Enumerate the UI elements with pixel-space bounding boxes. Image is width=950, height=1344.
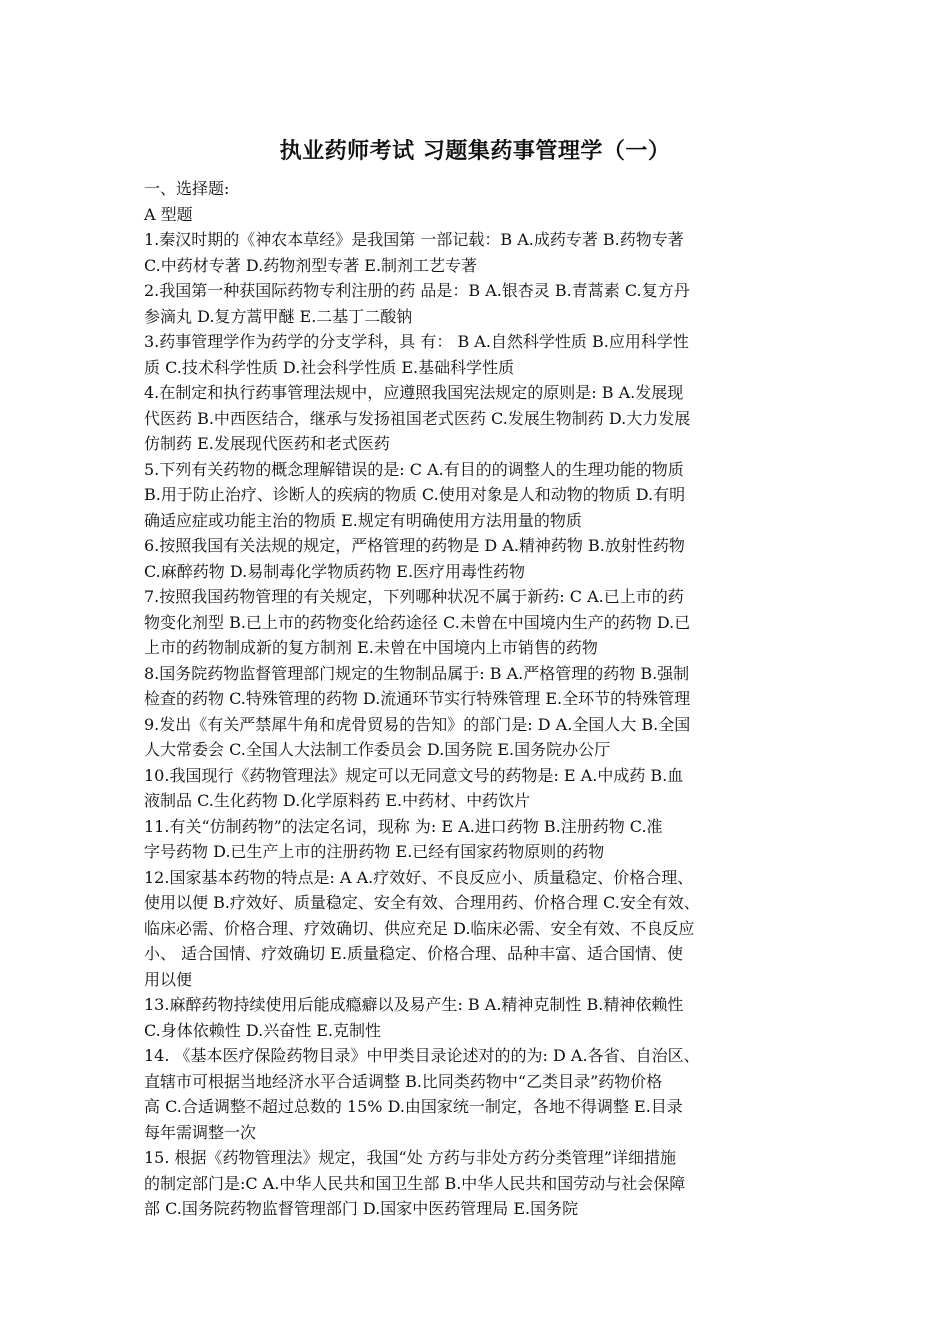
text-line: C.身体依赖性 D.兴奋性 E.克制性: [144, 1020, 382, 1040]
text-line: 9.发出《有关严禁犀牛角和虎骨贸易的告知》的部门是: D A.全国人大 B.全国: [144, 714, 691, 734]
text-line: B.用于防止治疗、诊断人的疾病的物质 C.使用对象是人和动物的物质 D.有明: [144, 485, 686, 504]
text-line: 临床必需、价格合理、疗效确切、供应充足 D.临床必需、安全有效、不良反应: [144, 918, 695, 938]
text-line: 小、 适合国情、疗效确切 E.质量稳定、价格合理、品种丰富、适合国情、使: [144, 944, 683, 963]
text-line: 检查的药物 C.特殊管理的药物 D.流通环节实行特殊管理 E.全环节的特殊管理: [144, 689, 691, 708]
text-line: 4.在制定和执行药事管理法规中，应遵照我国宪法规定的原则是: B A.发展现: [144, 383, 684, 402]
text-line: 字号药物 D.已生产上市的注册药物 E.已经有国家药物原则的药物: [144, 842, 605, 861]
text-line: 5.下列有关药物的概念理解错误的是: C A.有目的的调整人的生理功能的物质: [144, 459, 684, 479]
text-line: 用以便: [144, 969, 193, 989]
text-line: 12.国家基本药物的特点是: A A.疗效好、不良反应小、质量稳定、价格合理、: [144, 867, 694, 887]
text-line: 7.按照我国药物管理的有关规定，下列哪种状况不属于新药: C A.已上市的药: [144, 587, 684, 606]
text-line: C.中药材专著 D.药物剂型专著 E.制剂工艺专著: [144, 255, 478, 275]
text-line: 仿制药 E.发展现代医药和老式医药: [144, 434, 390, 453]
text-line: 质 C.技术科学性质 D.社会科学性质 E.基础科学性质: [144, 357, 515, 377]
text-line: 3.药事管理学作为药学的分支学科，具 有： B A.自然科学性质 B.应用科学性: [144, 332, 689, 351]
text-line: 使用以便 B.疗效好、质量稳定、安全有效、合理用药、价格合理 C.安全有效、: [144, 893, 700, 912]
text-line: 人大常委会 C.全国人大法制工作委员会 D.国务院 E.国务院办公厅: [144, 740, 611, 759]
text-line: 液制品 C.生化药物 D.化学原料药 E.中药材、中药饮片: [144, 791, 531, 810]
text-line: 一、选择题:: [144, 179, 230, 198]
text-line: A 型题: [144, 204, 193, 224]
text-line: 参滴丸 D.复方蒿甲醚 E.二基丁二酸钠: [144, 306, 413, 326]
text-line: 上市的药物制成新的复方制剂 E.未曾在中国境内上市销售的药物: [144, 638, 598, 657]
text-line: 物变化剂型 B.已上市的药物变化给药途径 C.未曾在中国境内生产的药物 D.已: [144, 612, 691, 632]
document-body: [144, 176, 824, 1222]
text-line: 8.国务院药物监督管理部门规定的生物制品属于: B A.严格管理的药物 B.强制: [144, 663, 690, 683]
text-line: 部 C.国务院药物监督管理部门 D.国家中医药管理局 E.国务院: [144, 1199, 579, 1218]
text-line: C.麻醉药物 D.易制毒化学物质药物 E.医疗用毒性药物: [144, 561, 526, 581]
text-line: 13.麻醉药物持续使用后能成瘾癖以及易产生: B A.精神克制性 B.精神依赖性: [144, 995, 684, 1014]
text-line: 15. 根据《药物管理法》规定，我国“处 方药与非处方药分类管理”详细措施: [144, 1148, 676, 1167]
text-line: 1.秦汉时期的《神农本草经》是我国第 一部记载：B A.成药专著 B.药物专著: [144, 230, 684, 249]
text-line: 直辖市可根据当地经济水平合适调整 B.比同类药物中“乙类目录”药物价格: [144, 1071, 663, 1091]
text-line: 的制定部门是:C A.中华人民共和国卫生部 B.中华人民共和国劳动与社会保障: [144, 1173, 686, 1193]
text-line: 14. 《基本医疗保险药物目录》中甲类目录论述对的的为: D A.各省、自治区、: [144, 1046, 700, 1065]
text-line: 6.按照我国有关法规的规定，严格管理的药物是 D A.精神药物 B.放射性药物: [144, 536, 685, 555]
document-title: 执业药师考试 习题集药事管理学（一）: [279, 138, 671, 164]
text-line: 每年需调整一次: [144, 1122, 257, 1142]
text-line: 2.我国第一种获国际药物专利注册的药 品是：B A.银杏灵 B.青蒿素 C.复方丹: [144, 281, 690, 300]
text-line: 确适应症或功能主治的物质 E.规定有明确使用方法用量的物质: [144, 510, 582, 530]
text-line: 代医药 B.中西医结合，继承与发扬祖国老式医药 C.发展生物制药 D.大力发展: [144, 408, 691, 428]
text-line: 10.我国现行《药物管理法》规定可以无同意文号的药物是: E A.中成药 B.血: [144, 765, 684, 785]
text-line: 11.有关“仿制药物”的法定名词，现称 为: E A.进口药物 B.注册药物 C.准: [144, 816, 663, 836]
text-line: 高 C.合适调整不超过总数的 15% D.由国家统一制定，各地不得调整 E.目录: [144, 1097, 683, 1116]
